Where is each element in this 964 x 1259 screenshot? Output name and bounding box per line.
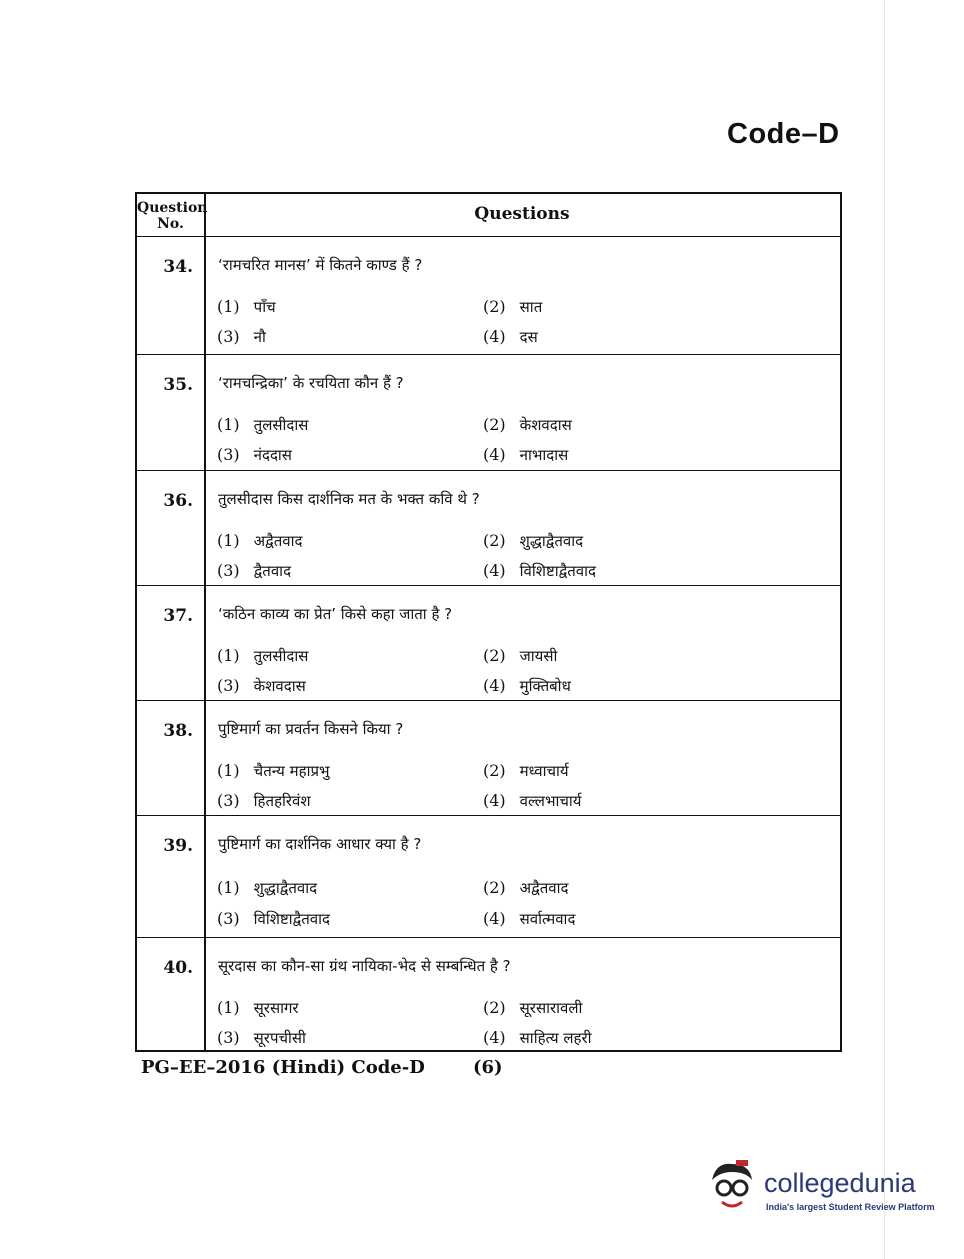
option-text: विशिष्टाद्वैतवाद bbox=[253, 910, 330, 928]
question-text: तुलसीदास किस दार्शनिक मत के भक्त कवि थे ? bbox=[218, 490, 480, 508]
answer-option bbox=[217, 998, 299, 1018]
answer-option bbox=[483, 1028, 592, 1048]
answer-option bbox=[483, 297, 542, 317]
option-text: शुद्धाद्वैतवाद bbox=[253, 879, 318, 897]
option-text: हितहरिवंश bbox=[253, 792, 311, 810]
answer-option bbox=[217, 561, 291, 581]
answer-option bbox=[217, 297, 276, 317]
mascot-logo-icon bbox=[706, 1158, 758, 1218]
option-number: (4) bbox=[483, 445, 506, 464]
option-number: (2) bbox=[483, 531, 506, 550]
option-text: पाँच bbox=[253, 298, 276, 316]
answer-option bbox=[217, 676, 306, 696]
option-text: विशिष्टाद्वैतवाद bbox=[519, 562, 596, 580]
answer-option bbox=[483, 761, 569, 781]
answer-option bbox=[483, 878, 569, 898]
option-number: (1) bbox=[217, 415, 240, 434]
question-text: ‘रामचरित मानस’ में कितने काण्ड हैं ? bbox=[218, 256, 423, 274]
option-text: केशवदास bbox=[519, 416, 572, 434]
option-number: (3) bbox=[217, 676, 240, 695]
question-row bbox=[137, 700, 840, 815]
answer-option bbox=[483, 646, 557, 666]
option-text: नंददास bbox=[253, 446, 292, 464]
option-number: (1) bbox=[217, 531, 240, 550]
option-text: केशवदास bbox=[253, 677, 306, 695]
brand-name: collegedunia bbox=[764, 1168, 916, 1198]
question-row bbox=[137, 585, 840, 700]
page-number: (6) bbox=[473, 1057, 503, 1078]
question-number: 38. bbox=[163, 721, 193, 741]
question-row bbox=[137, 236, 840, 354]
option-number: (4) bbox=[483, 1028, 506, 1047]
option-number: (1) bbox=[217, 761, 240, 780]
option-text: तुलसीदास bbox=[253, 416, 309, 434]
option-number: (2) bbox=[483, 998, 506, 1017]
answer-option bbox=[483, 909, 575, 929]
option-text: शुद्धाद्वैतवाद bbox=[519, 532, 584, 550]
answer-option bbox=[217, 531, 303, 551]
option-number: (2) bbox=[483, 415, 506, 434]
answer-option bbox=[217, 646, 308, 666]
option-text: साहित्य लहरी bbox=[519, 1029, 592, 1047]
option-number: (4) bbox=[483, 791, 506, 810]
option-number: (2) bbox=[483, 297, 506, 316]
page-edge bbox=[884, 0, 885, 1259]
option-text: सूरसागर bbox=[253, 999, 299, 1017]
answer-option bbox=[217, 878, 317, 898]
question-number: 34. bbox=[163, 257, 193, 277]
answer-option bbox=[217, 791, 311, 811]
answer-option bbox=[217, 415, 308, 435]
option-number: (1) bbox=[217, 297, 240, 316]
answer-option bbox=[483, 531, 583, 551]
option-number: (3) bbox=[217, 791, 240, 810]
question-no-header: Question No. bbox=[137, 200, 208, 232]
option-number: (2) bbox=[483, 878, 506, 897]
answer-option bbox=[217, 445, 292, 465]
paper-code: PG–EE–2016 (Hindi) Code-D bbox=[141, 1057, 425, 1078]
question-row bbox=[137, 815, 840, 937]
option-number: (3) bbox=[217, 1028, 240, 1047]
question-number: 36. bbox=[163, 491, 193, 511]
question-row bbox=[137, 354, 840, 470]
question-text: पुष्टिमार्ग का प्रवर्तन किसने किया ? bbox=[218, 720, 404, 738]
answer-option bbox=[483, 998, 582, 1018]
option-number: (1) bbox=[217, 878, 240, 897]
option-text: मुक्तिबोध bbox=[519, 677, 571, 695]
question-row bbox=[137, 937, 840, 1054]
option-text: अद्वैतवाद bbox=[519, 879, 569, 897]
option-number: (2) bbox=[483, 646, 506, 665]
option-text: नौ bbox=[253, 328, 266, 346]
option-text: दस bbox=[519, 328, 538, 346]
questions-header: Questions bbox=[474, 204, 570, 224]
option-number: (3) bbox=[217, 561, 240, 580]
answer-option bbox=[483, 445, 568, 465]
option-number: (4) bbox=[483, 676, 506, 695]
code-heading: Code–D bbox=[727, 118, 840, 150]
answer-option bbox=[483, 791, 582, 811]
question-number: 35. bbox=[163, 375, 193, 395]
option-text: सूरपचीसी bbox=[253, 1029, 306, 1047]
option-text: मध्वाचार्य bbox=[519, 762, 569, 780]
option-text: चैतन्य महाप्रभु bbox=[253, 762, 330, 780]
option-number: (3) bbox=[217, 445, 240, 464]
question-text: ‘कठिन काव्य का प्रेत’ किसे कहा जाता है ? bbox=[218, 605, 453, 623]
question-text: ‘रामचन्द्रिका’ के रचयिता कौन हैं ? bbox=[218, 374, 404, 392]
option-text: तुलसीदास bbox=[253, 647, 309, 665]
question-text: सूरदास का कौन-सा ग्रंथ नायिका-भेद से सम्बन्धित है ? bbox=[218, 957, 511, 975]
option-text: नाभादास bbox=[519, 446, 569, 464]
answer-option bbox=[217, 909, 330, 929]
option-number: (2) bbox=[483, 761, 506, 780]
answer-option bbox=[483, 415, 572, 435]
option-text: सर्वात्मवाद bbox=[519, 910, 576, 928]
answer-option bbox=[483, 676, 571, 696]
option-text: सात bbox=[519, 298, 543, 316]
answer-option bbox=[217, 761, 330, 781]
question-text: पुष्टिमार्ग का दार्शनिक आधार क्या है ? bbox=[218, 835, 422, 853]
question-number: 37. bbox=[163, 606, 193, 626]
option-text: वल्लभाचार्य bbox=[519, 792, 582, 810]
option-number: (4) bbox=[483, 561, 506, 580]
option-number: (1) bbox=[217, 646, 240, 665]
option-number: (4) bbox=[483, 909, 506, 928]
option-number: (1) bbox=[217, 998, 240, 1017]
question-number: 40. bbox=[163, 958, 193, 978]
question-table bbox=[135, 192, 842, 1052]
brand-tagline: India's largest Student Review Platform bbox=[766, 1202, 935, 1212]
option-number: (3) bbox=[217, 909, 240, 928]
answer-option bbox=[217, 327, 266, 347]
option-text: द्वैतवाद bbox=[253, 562, 292, 580]
answer-option bbox=[483, 327, 538, 347]
option-text: अद्वैतवाद bbox=[253, 532, 303, 550]
question-number: 39. bbox=[163, 836, 193, 856]
question-row bbox=[137, 470, 840, 585]
option-text: जायसी bbox=[519, 647, 558, 665]
answer-option bbox=[483, 561, 596, 581]
answer-option bbox=[217, 1028, 306, 1048]
table-header bbox=[137, 194, 840, 236]
option-number: (4) bbox=[483, 327, 506, 346]
option-text: सूरसारावली bbox=[519, 999, 583, 1017]
collegedunia-watermark bbox=[706, 1150, 936, 1230]
option-number: (3) bbox=[217, 327, 240, 346]
